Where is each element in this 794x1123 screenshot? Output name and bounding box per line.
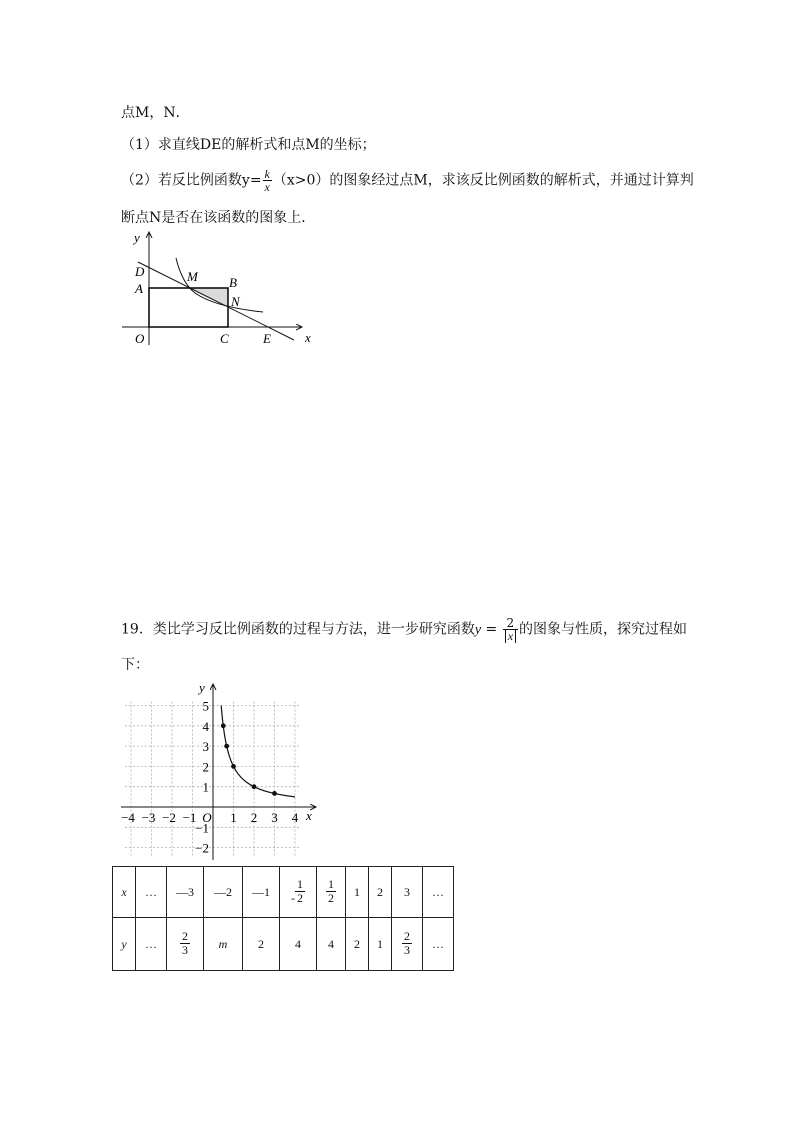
q18-part1-text: （1）求直线DE的解析式和点M的坐标； — [121, 137, 376, 153]
label-a: A — [135, 281, 143, 296]
fraction-numerator: 1 — [297, 877, 303, 891]
fraction-denominator: x — [264, 180, 270, 194]
q19-line1 — [121, 617, 687, 642]
x-tick-label: −1 — [182, 810, 197, 825]
data-point — [231, 764, 236, 769]
two-over-abs-x-fraction — [503, 617, 518, 642]
x-tick-label: O — [202, 810, 212, 825]
table-cell: 1 — [369, 918, 392, 971]
y-tick-label: 1 — [202, 779, 209, 795]
table-cell-two-thirds — [392, 918, 423, 971]
y-tick-label: 3 — [202, 739, 209, 755]
q18-part2 — [121, 168, 694, 193]
x-tick-label: 1 — [230, 810, 237, 825]
label-e: E — [263, 331, 271, 346]
data-point — [224, 744, 229, 749]
table-cell: —3 — [167, 867, 204, 918]
q19-line1-pre: 19．类比学习反比例函数的过程与方法，进一步研究函数 — [121, 621, 475, 638]
q19-line1-post: 的图象与性质，探究过程如 — [519, 621, 688, 638]
table-cell: 4 — [280, 918, 317, 971]
fraction-denominator — [503, 629, 518, 642]
fraction-numerator: 1 — [328, 877, 334, 891]
q18-line1-text: 点M，N． — [121, 105, 190, 121]
x-tick-label: −3 — [141, 810, 156, 825]
label-n: N — [231, 294, 240, 309]
table-cell: 2 — [346, 918, 369, 971]
grid — [125, 698, 299, 855]
function-curve — [221, 706, 295, 797]
fraction-denominator: 3 — [404, 943, 410, 957]
x-tick-label: −4 — [121, 810, 135, 825]
q18-geometry-figure — [118, 226, 328, 352]
table-cell: … — [136, 867, 167, 918]
table-cell: 2 — [369, 867, 392, 918]
label-x: x — [305, 330, 311, 345]
table-cell: 1 — [346, 867, 369, 918]
data-point — [272, 791, 277, 796]
q18-part2-line2-text: 断点N是否在该函数的图象上． — [121, 210, 316, 226]
table-cell: … — [423, 867, 454, 918]
data-point — [252, 784, 257, 789]
fraction-numerator: 2 — [404, 929, 410, 943]
function-equals: = — [481, 621, 502, 638]
fraction-numerator: 2 — [182, 929, 188, 943]
q18-part2-post: （x>0）的图象经过点M，求该反比例函数的解析式，并通过计算判 — [272, 172, 694, 189]
label-b: B — [229, 275, 237, 290]
fraction-denominator: 2 — [297, 891, 303, 905]
line-de — [138, 262, 294, 340]
label-y: y — [134, 230, 140, 245]
axis-label-y: y — [199, 680, 205, 695]
axis-label-x: x — [306, 808, 312, 823]
data-points — [221, 723, 277, 795]
table-cell-two-thirds — [167, 918, 204, 971]
table-cell-m: m — [204, 918, 243, 971]
fraction-numerator: 2 — [506, 616, 515, 630]
fraction — [326, 878, 336, 905]
q19-line2-text: 下： — [121, 657, 149, 673]
fraction-denominator: 2 — [328, 891, 334, 905]
abs-x: x — [505, 629, 516, 643]
x-tick-label: −2 — [162, 810, 176, 825]
q18-part2-pre: （2）若反比例函数y= — [121, 172, 262, 189]
value-table — [112, 866, 454, 971]
table-cell-neg-half — [280, 867, 317, 918]
label-m: M — [187, 269, 198, 284]
data-point — [221, 723, 226, 728]
q18-part1 — [121, 135, 376, 155]
function-y: y — [474, 622, 482, 638]
x-tick-label: 4 — [291, 810, 299, 825]
fraction-numerator: k — [264, 167, 270, 181]
fraction — [295, 878, 305, 905]
table-row-y — [113, 918, 454, 971]
label-o: O — [135, 331, 145, 346]
q19-function-graph — [118, 678, 328, 863]
q18-line1 — [121, 103, 190, 123]
table-cell-half — [317, 867, 346, 918]
k-over-x-fraction — [263, 168, 272, 193]
table-cell: 4 — [317, 918, 346, 971]
x-tick-label: 2 — [250, 810, 258, 825]
row-label-y: y — [113, 918, 136, 971]
fraction — [402, 930, 412, 957]
y-tick-label: 2 — [202, 759, 209, 775]
minus-sign: - — [291, 891, 295, 905]
y-tick-label: −2 — [195, 840, 209, 856]
table-row-x — [113, 867, 454, 918]
tick-labels — [121, 699, 299, 856]
q19-line2 — [121, 655, 149, 675]
hyperbola-curve — [176, 258, 263, 312]
q18-part2-line2 — [121, 208, 315, 228]
table-cell: … — [423, 918, 454, 971]
label-c: C — [220, 331, 229, 346]
table-cell: 3 — [392, 867, 423, 918]
x-tick-label: 3 — [271, 810, 278, 825]
fraction — [180, 930, 190, 957]
label-d: D — [135, 264, 145, 279]
y-tick-label: 4 — [202, 718, 209, 734]
fraction-denominator: 3 — [182, 943, 188, 957]
y-tick-label: 5 — [202, 698, 209, 714]
table-cell: … — [136, 918, 167, 971]
table-cell: —2 — [204, 867, 243, 918]
y-tick-label: −1 — [195, 820, 209, 836]
table-cell: 2 — [243, 918, 280, 971]
row-label-x: x — [113, 867, 136, 918]
table-cell: —1 — [243, 867, 280, 918]
